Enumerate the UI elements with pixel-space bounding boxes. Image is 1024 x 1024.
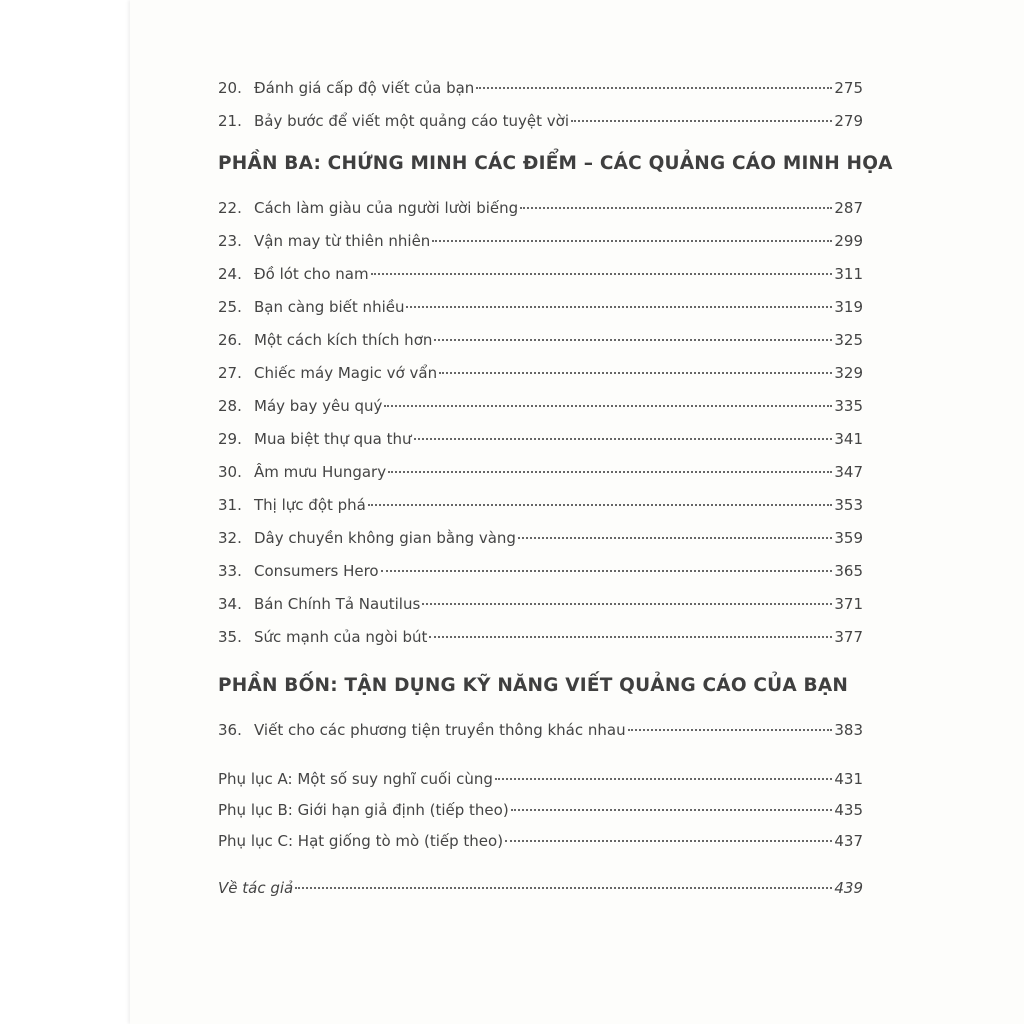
- entry-page: 365: [834, 562, 863, 580]
- toc-entry: [218, 524, 863, 557]
- appendix-entry: [218, 765, 863, 796]
- toc-entry: [218, 491, 863, 524]
- entry-number: 22.: [218, 199, 242, 217]
- entry-number: 24.: [218, 265, 242, 283]
- dot-leader: [434, 339, 832, 341]
- entry-number: 32.: [218, 529, 242, 547]
- entry-number: 21.: [218, 112, 242, 130]
- entry-title: Viết cho các phương tiện truyền thông khác nhau: [254, 721, 626, 739]
- entry-title: Dây chuyền không gian bằng vàng: [254, 529, 516, 547]
- section-heading-part-4: PHẦN BỐN: TẬN DỤNG KỸ NĂNG VIẾT QUẢNG CÁO CỦA BẠN: [218, 675, 849, 696]
- appendix-title: Phụ lục B: Giới hạn giả định (tiếp theo): [218, 801, 509, 819]
- toc-entry: [218, 425, 863, 458]
- toc-entry: [218, 194, 863, 227]
- toc-entry: [218, 458, 863, 491]
- dot-leader: [511, 809, 833, 811]
- dot-leader: [571, 120, 832, 122]
- about-author-page: 439: [834, 879, 863, 897]
- entry-title: Bán Chính Tả Nautilus: [254, 595, 421, 613]
- appendix-title: Phụ lục A: Một số suy nghĩ cuối cùng: [218, 770, 493, 788]
- toc-entry: [218, 392, 863, 425]
- appendix-page: 431: [834, 770, 863, 788]
- entry-number: 31.: [218, 496, 242, 514]
- entry-title: Âm mưu Hungary: [254, 463, 387, 481]
- about-author-title: Về tác giả: [218, 879, 294, 897]
- dot-leader: [432, 240, 832, 242]
- entry-page: 383: [834, 721, 863, 739]
- entry-page: 275: [834, 79, 863, 97]
- toc-entry: [218, 359, 863, 392]
- entry-title: Đồ lót cho nam: [254, 265, 369, 283]
- entry-number: 23.: [218, 232, 242, 250]
- dot-leader: [495, 778, 832, 780]
- dot-leader: [429, 636, 832, 638]
- entry-number: 28.: [218, 397, 242, 415]
- entry-number: 34.: [218, 595, 242, 613]
- entry-number: 27.: [218, 364, 242, 382]
- toc-entry: [218, 326, 863, 359]
- entry-title: Bạn càng biết nhiều: [254, 298, 405, 316]
- entry-page: 335: [834, 397, 863, 415]
- dot-leader: [371, 273, 833, 275]
- entry-page: 371: [834, 595, 863, 613]
- entry-number: 30.: [218, 463, 242, 481]
- entry-title: Bảy bước để viết một quảng cáo tuyệt vời: [254, 112, 569, 130]
- entry-number: 29.: [218, 430, 242, 448]
- dot-leader: [439, 372, 832, 374]
- dot-leader: [520, 207, 832, 209]
- appendix-title: Phụ lục C: Hạt giống tò mò (tiếp theo): [218, 832, 504, 850]
- table-of-contents: [218, 74, 893, 907]
- dot-leader: [422, 603, 832, 605]
- section-heading-part-3: PHẦN BA: CHỨNG MINH CÁC ĐIỂM – CÁC QUẢNG CÁO MINH HỌA: [218, 153, 893, 174]
- entry-title: Sức mạnh của ngòi bút: [254, 628, 428, 646]
- dot-leader: [505, 840, 832, 842]
- toc-entry: [218, 74, 863, 107]
- entry-page: 299: [834, 232, 863, 250]
- dot-leader: [388, 471, 832, 473]
- entry-title: Mua biệt thự qua thư: [254, 430, 412, 448]
- dot-leader: [295, 887, 832, 889]
- entry-page: 353: [834, 496, 863, 514]
- entry-number: 20.: [218, 79, 242, 97]
- appendix-entry: [218, 827, 863, 858]
- toc-entry: [218, 716, 863, 749]
- entry-number: 33.: [218, 562, 242, 580]
- appendix-entry: [218, 796, 863, 827]
- dot-leader: [384, 405, 832, 407]
- toc-entry: [218, 623, 863, 656]
- entry-page: 319: [834, 298, 863, 316]
- entry-number: 26.: [218, 331, 242, 349]
- entry-page: 377: [834, 628, 863, 646]
- entry-number: 36.: [218, 721, 242, 739]
- entry-title: Chiếc máy Magic vớ vẩn: [254, 364, 438, 382]
- dot-leader: [368, 504, 832, 506]
- entry-number: 35.: [218, 628, 242, 646]
- toc-entry: [218, 590, 863, 623]
- toc-entry: [218, 557, 863, 590]
- entry-title: Một cách kích thích hơn: [254, 331, 433, 349]
- entry-page: 287: [834, 199, 863, 217]
- toc-entry: [218, 107, 863, 140]
- dot-leader: [406, 306, 832, 308]
- entry-page: 359: [834, 529, 863, 547]
- entry-page: 341: [834, 430, 863, 448]
- dot-leader: [628, 729, 833, 731]
- entry-page: 347: [834, 463, 863, 481]
- entry-title: Thị lực đột phá: [254, 496, 366, 514]
- entry-page: 279: [834, 112, 863, 130]
- dot-leader: [518, 537, 832, 539]
- entry-title: Cách làm giàu của người lười biếng: [254, 199, 519, 217]
- about-author-entry: [218, 874, 863, 907]
- entry-page: 329: [834, 364, 863, 382]
- dot-leader: [381, 570, 833, 572]
- entry-page: 311: [834, 265, 863, 283]
- appendix-page: 435: [834, 801, 863, 819]
- entry-title: Consumers Hero: [254, 562, 379, 580]
- appendix-page: 437: [834, 832, 863, 850]
- entry-title: Đánh giá cấp độ viết của bạn: [254, 79, 475, 97]
- toc-entry: [218, 293, 863, 326]
- dot-leader: [476, 87, 832, 89]
- toc-entry: [218, 260, 863, 293]
- entry-page: 325: [834, 331, 863, 349]
- dot-leader: [414, 438, 833, 440]
- entry-number: 25.: [218, 298, 242, 316]
- entry-title: Máy bay yêu quý: [254, 397, 383, 415]
- toc-entry: [218, 227, 863, 260]
- entry-title: Vận may từ thiên nhiên: [254, 232, 431, 250]
